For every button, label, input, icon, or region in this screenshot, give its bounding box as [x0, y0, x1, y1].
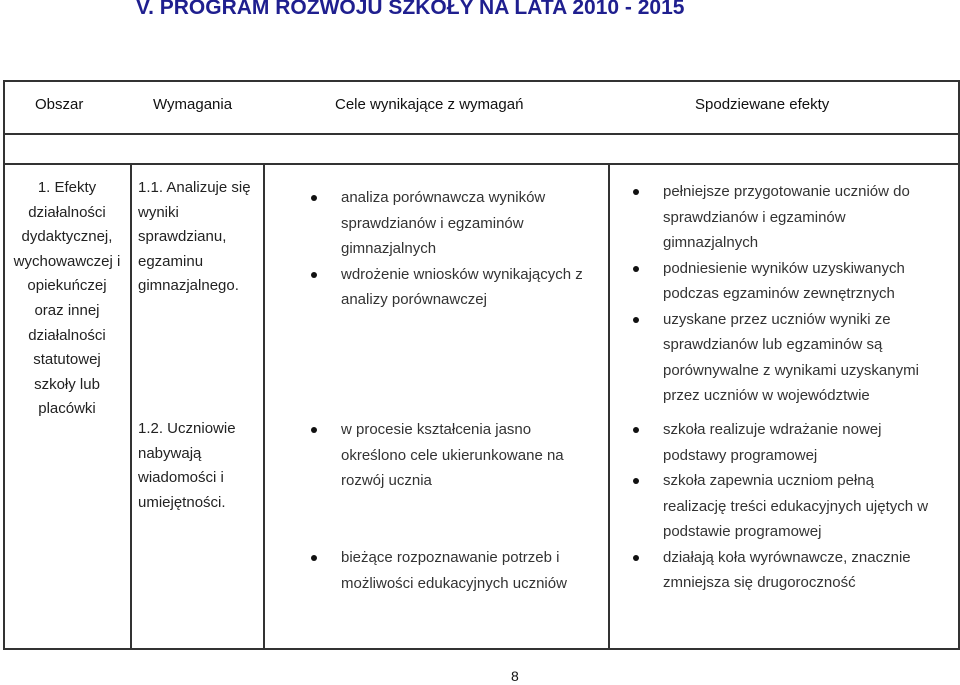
header-efekty: Spodziewane efekty [695, 96, 830, 113]
item-line: szkoła realizuje wdrażanie nowej [663, 421, 882, 438]
requirement-1-1 [138, 176, 258, 299]
requirement-line: egzaminu [138, 252, 204, 270]
item-line: możliwości edukacyjnych uczniów [341, 574, 567, 592]
item-line: bieżące rozpoznawanie potrzeb i [341, 549, 560, 566]
item-line: realizację treści edukacyjnych ujętych w [663, 497, 929, 515]
requirement-line: wiadomości i [138, 469, 224, 487]
item-line: zmniejsza się drugoroczność [663, 574, 856, 591]
list-item [633, 256, 953, 307]
list-item [633, 417, 953, 468]
requirement-line: 1.2. Uczniowie [138, 420, 236, 437]
goals-list-3 [311, 545, 601, 596]
page-number: 8 [511, 668, 519, 684]
area-line: statutowej [33, 351, 101, 369]
item-line: pełniejsze przygotowanie uczniów do [663, 183, 910, 200]
goals-list-2 [311, 417, 601, 494]
area-line: działalności [28, 203, 106, 221]
list-item [311, 417, 601, 494]
header-obszar: Obszar [35, 96, 84, 113]
item-line: porównywalne z wynikami uzyskanymi [663, 361, 919, 379]
list-item [311, 262, 601, 313]
item-line: podstawie programowej [663, 523, 822, 540]
item-line: szkoła zapewnia uczniom pełną [663, 472, 874, 489]
list-item [311, 185, 601, 262]
requirement-line: gimnazjalnego. [138, 277, 239, 295]
area-line: szkoły lub [34, 375, 100, 393]
requirement-1-2 [138, 417, 258, 515]
item-line: sprawdzianów i egzaminów [341, 214, 524, 232]
item-line: analiza porównawcza wyników [341, 189, 546, 206]
requirement-line: 1.1. Analizuje się [138, 179, 251, 196]
area-line: wychowawczej i [13, 252, 121, 270]
item-line: przez uczniów w województwie [663, 387, 870, 404]
item-line: sprawdzianów lub egzaminów są [663, 336, 883, 353]
header-cele: Cele wynikające z wymagań [335, 96, 524, 113]
requirement-line: umiejętności. [138, 493, 226, 511]
area-line: 1. Efekty [37, 179, 97, 196]
requirement-line: wyniki [138, 203, 179, 221]
item-line: podstawy programowej [663, 446, 818, 464]
item-line: określono cele ukierunkowane na [341, 446, 564, 464]
effects-list-2 [633, 417, 953, 596]
item-line: analizy porównawczej [341, 291, 487, 308]
item-line: uzyskane przez uczniów wyniki ze [663, 310, 891, 328]
area-line: opiekuńczej [27, 277, 107, 295]
area-line: dydaktycznej, [21, 228, 113, 246]
item-line: działają koła wyrównawcze, znacznie [663, 548, 911, 566]
list-item [311, 545, 601, 596]
item-line: wdrożenie wniosków wynikających z [341, 265, 583, 283]
area-line: placówki [38, 400, 96, 418]
item-line: podniesienie wyników uzyskiwanych [663, 259, 905, 277]
header-wymagania: Wymagania [153, 96, 233, 113]
list-item [633, 179, 953, 256]
item-line: sprawdzianów i egzaminów [663, 208, 846, 226]
page-title: V. PROGRAM ROZWOJU SZKOŁY NA LATA 2010 - 2015 [136, 0, 685, 19]
goals-list-1 [311, 185, 601, 313]
requirement-line: nabywają [138, 444, 202, 462]
item-line: rozwój ucznia [341, 472, 432, 489]
area-line: działalności [28, 326, 106, 344]
item-line: gimnazjalnych [663, 234, 759, 251]
effects-list-1 [633, 179, 953, 409]
list-item [633, 468, 953, 545]
requirement-line: sprawdzianu, [138, 228, 227, 246]
list-item [633, 307, 953, 409]
item-line: gimnazjalnych [341, 240, 437, 257]
list-item [633, 545, 953, 596]
item-line: w procesie kształcenia jasno [341, 421, 532, 438]
area-cell [8, 176, 126, 422]
item-line: podczas egzaminów zewnętrznych [663, 285, 895, 302]
area-line: oraz innej [34, 301, 100, 319]
